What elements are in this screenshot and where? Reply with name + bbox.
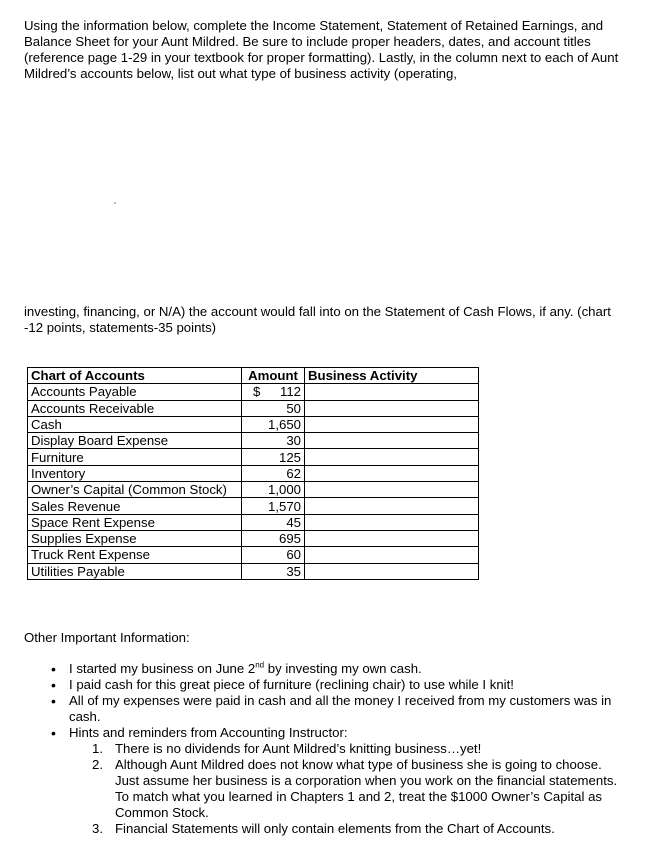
account-amount: 125 bbox=[242, 449, 305, 465]
account-name: Supplies Expense bbox=[28, 530, 242, 546]
account-amount: 45 bbox=[242, 514, 305, 530]
table-row bbox=[28, 465, 479, 481]
account-name: Inventory bbox=[28, 465, 242, 481]
account-name: Display Board Expense bbox=[28, 433, 242, 449]
account-amount: 60 bbox=[242, 547, 305, 563]
account-amount: 1,000 bbox=[242, 482, 305, 498]
account-name: Space Rent Expense bbox=[28, 514, 242, 530]
chart-of-accounts-table bbox=[27, 367, 479, 580]
account-name: Truck Rent Expense bbox=[28, 547, 242, 563]
business-activity-cell[interactable] bbox=[305, 482, 479, 498]
table-row bbox=[28, 514, 479, 530]
table-row bbox=[28, 416, 479, 432]
business-activity-cell[interactable] bbox=[305, 384, 479, 400]
amount-value: 112 bbox=[279, 384, 301, 400]
table-row bbox=[28, 482, 479, 498]
business-activity-cell[interactable] bbox=[305, 433, 479, 449]
hint-text: Although Aunt Mildred does not know what type of business she is going to choose. Just assume her business is a corporation when you work on the financial statements. To match what you learned in Chapters 1 and 2, treat the $1000 Owner’s Capital as Common Stock. bbox=[115, 757, 618, 820]
instructions-paragraph: Using the information below, complete the Income Statement, Statement of Retained Earnings, and Balance Sheet for your Aunt Mildred. Be sure to include proper headers, dates, and account titles (reference page 1-29 in your textbook for proper formatting). Lastly, in the column next to each of Aunt Mildred’s accounts below, list out what type of business activity (operating, bbox=[24, 18, 619, 81]
hint-number: 3. bbox=[92, 821, 103, 836]
account-name: Cash bbox=[28, 416, 242, 432]
table-row bbox=[28, 547, 479, 563]
table-header-row bbox=[28, 368, 479, 384]
hint-number: 1. bbox=[92, 741, 103, 756]
list-item bbox=[0, 677, 620, 693]
business-activity-cell[interactable] bbox=[305, 400, 479, 416]
business-activity-cell[interactable] bbox=[305, 449, 479, 465]
other-info-heading: Other Important Information: bbox=[24, 630, 190, 645]
business-activity-cell[interactable] bbox=[305, 514, 479, 530]
hint-item bbox=[69, 741, 620, 757]
bullet-text: All of my expenses were paid in cash and all the money I received from my customers was in cash. bbox=[69, 693, 612, 724]
header-amount: Amount bbox=[242, 368, 305, 384]
ordinal-suffix: nd bbox=[255, 660, 265, 670]
hint-item bbox=[69, 757, 620, 821]
stray-dot bbox=[114, 202, 116, 204]
list-item bbox=[0, 693, 620, 725]
table-row bbox=[28, 400, 479, 416]
instructions-continuation: investing, financing, or N/A) the account would fall into on the Statement of Cash Flows, if any. (chart -12 points, statements-35 points) bbox=[24, 304, 611, 335]
currency-symbol: $ bbox=[253, 384, 261, 400]
table-row bbox=[28, 563, 479, 579]
business-activity-cell[interactable] bbox=[305, 498, 479, 514]
header-business-activity: Business Activity bbox=[305, 368, 479, 384]
bullet-text: by investing my own cash. bbox=[264, 661, 422, 676]
account-name: Accounts Receivable bbox=[28, 400, 242, 416]
bullet-text: Hints and reminders from Accounting Instructor: bbox=[69, 725, 348, 740]
account-amount: 50 bbox=[242, 400, 305, 416]
account-amount: 695 bbox=[242, 530, 305, 546]
account-name: Accounts Payable bbox=[28, 384, 242, 400]
account-name: Furniture bbox=[28, 449, 242, 465]
business-activity-cell[interactable] bbox=[305, 547, 479, 563]
account-name: Utilities Payable bbox=[28, 563, 242, 579]
business-activity-cell[interactable] bbox=[305, 416, 479, 432]
table-row bbox=[28, 384, 479, 400]
table-row bbox=[28, 530, 479, 546]
business-activity-cell[interactable] bbox=[305, 530, 479, 546]
account-name: Owner’s Capital (Common Stock) bbox=[28, 482, 242, 498]
list-item bbox=[0, 661, 620, 677]
hint-text: Financial Statements will only contain elements from the Chart of Accounts. bbox=[115, 821, 555, 836]
bullet-text: I paid cash for this great piece of furniture (reclining chair) to use while I knit! bbox=[69, 677, 514, 692]
hint-number: 2. bbox=[92, 757, 103, 772]
hint-text: There is no dividends for Aunt Mildred’s knitting business…yet! bbox=[115, 741, 482, 756]
account-amount: 1,570 bbox=[242, 498, 305, 514]
header-chart-of-accounts: Chart of Accounts bbox=[28, 368, 242, 384]
bullet-text: I started my business on June 2 bbox=[69, 661, 256, 676]
table-row bbox=[28, 449, 479, 465]
hints-list bbox=[69, 741, 620, 837]
account-amount: 30 bbox=[242, 433, 305, 449]
business-activity-cell[interactable] bbox=[305, 563, 479, 579]
account-amount bbox=[242, 384, 305, 400]
table-row bbox=[28, 433, 479, 449]
business-activity-cell[interactable] bbox=[305, 465, 479, 481]
table-row bbox=[28, 498, 479, 514]
hint-item bbox=[69, 821, 620, 837]
other-info-list bbox=[0, 661, 620, 837]
account-amount: 1,650 bbox=[242, 416, 305, 432]
account-amount: 35 bbox=[242, 563, 305, 579]
account-name: Sales Revenue bbox=[28, 498, 242, 514]
list-item bbox=[0, 725, 620, 837]
account-amount: 62 bbox=[242, 465, 305, 481]
